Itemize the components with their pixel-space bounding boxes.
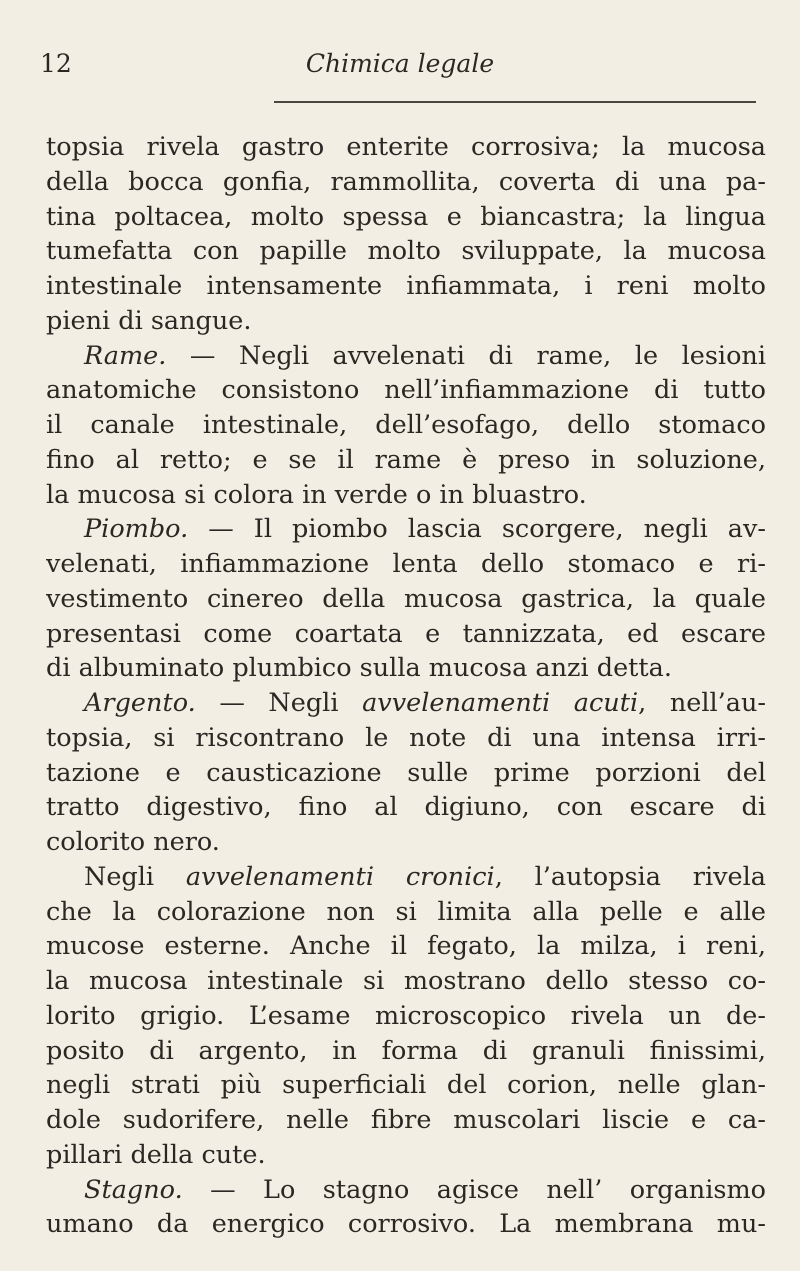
- text-line: [46, 721, 766, 756]
- text-segment: velenati, infiammazione lenta dello stomaco e ri-: [46, 549, 766, 579]
- text-line: [46, 756, 766, 791]
- text-segment: la mucosa si colora in verde o in bluastro.: [46, 479, 587, 510]
- italic-text: Argento.: [84, 688, 196, 718]
- page-number: 12: [40, 49, 72, 78]
- text-segment: il canale intestinale, dell’esofago, dello stomaco: [46, 410, 766, 440]
- text-line: [46, 408, 766, 443]
- text-segment: — Il piombo lascia scorgere, negli av-: [188, 514, 766, 545]
- text-segment: tumefatta con papille molto sviluppate, la mucosa: [46, 236, 766, 267]
- text-line: [46, 1103, 766, 1138]
- text-line: [46, 339, 766, 374]
- text-segment: dole sudorifere, nelle fibre muscolari liscie e ca-: [46, 1105, 766, 1135]
- text-line: [46, 443, 766, 478]
- text-line: [46, 200, 766, 235]
- text-segment: anatomiche consistono nell’infiammazione di tutto: [46, 375, 766, 406]
- text-segment: negli strati più superficiali del corion, nelle glan-: [46, 1070, 766, 1101]
- text-segment: topsia, si riscontrano le note di una intensa irri-: [46, 722, 766, 753]
- body-text: [46, 130, 766, 1242]
- text-line: [46, 304, 766, 339]
- text-line: [46, 582, 766, 617]
- text-segment: pieni di sangue.: [46, 305, 252, 336]
- text-segment: presentasi come coartata e tannizzata, ed escare: [46, 618, 766, 649]
- text-line: [46, 860, 766, 895]
- text-line: [46, 790, 766, 825]
- text-segment: della bocca gonfia, rammollita, coverta di una pa-: [46, 166, 766, 197]
- text-segment: che la colorazione non si limita alla pelle e alle: [46, 896, 766, 927]
- text-segment: pillari della cute.: [46, 1139, 266, 1170]
- text-segment: fino al retto; e se il rame è preso in soluzione,: [46, 444, 766, 475]
- text-line: [46, 1034, 766, 1069]
- text-segment: posito di argento, in forma di granuli finissimi,: [46, 1035, 766, 1066]
- text-line: [46, 547, 766, 582]
- text-line: [46, 478, 766, 513]
- text-segment: lorito grigio. L’esame microscopico rivela un de-: [46, 1000, 766, 1031]
- text-line: [46, 1207, 766, 1242]
- text-line: [46, 1173, 766, 1208]
- text-line: [46, 269, 766, 304]
- italic-text: Stagno.: [84, 1174, 183, 1205]
- text-segment: tina poltacea, molto spessa e biancastra; la lingua: [46, 201, 766, 232]
- text-segment: colorito nero.: [46, 827, 220, 857]
- text-line: [46, 929, 766, 964]
- text-line: [46, 686, 766, 721]
- text-segment: topsia rivela gastro enterite corrosiva; la mucosa: [46, 132, 766, 162]
- header-rule: [274, 101, 756, 103]
- text-line: [46, 373, 766, 408]
- text-line: [46, 1138, 766, 1173]
- text-segment: , nell’au-: [638, 688, 766, 718]
- text-line: [46, 165, 766, 200]
- text-segment: la mucosa intestinale si mostrano dello stesso co-: [46, 966, 766, 996]
- italic-text: avvelenamenti acuti: [362, 688, 639, 718]
- text-segment: — Lo stagno agisce nell’ organismo: [182, 1174, 766, 1205]
- text-line: [46, 617, 766, 652]
- text-segment: umano da energico corrosivo. La membrana mu-: [46, 1209, 766, 1240]
- text-line: [46, 895, 766, 930]
- text-line: [46, 512, 766, 547]
- text-segment: Negli: [84, 861, 186, 892]
- running-title: Chimica legale: [305, 49, 495, 78]
- text-line: [46, 964, 766, 999]
- italic-text: avvelenamenti cronici: [185, 861, 495, 892]
- text-line: [46, 825, 766, 860]
- text-segment: intestinale intensamente infiammata, i reni molto: [46, 271, 766, 301]
- text-segment: vestimento cinereo della mucosa gastrica, la quale: [46, 583, 766, 614]
- text-segment: — Negli avvelenati di rame, le lesioni: [166, 340, 766, 371]
- page-header: [0, 48, 800, 88]
- text-line: [46, 1068, 766, 1103]
- text-segment: tratto digestivo, fino al digiuno, con escare di: [46, 792, 766, 823]
- italic-text: Rame.: [84, 340, 167, 371]
- text-segment: di albuminato plumbico sulla mucosa anzi detta.: [46, 653, 672, 684]
- text-segment: mucose esterne. Anche il fegato, la milza, i reni,: [46, 931, 766, 962]
- text-segment: , l’autopsia rivela: [494, 861, 766, 892]
- text-line: [46, 651, 766, 686]
- text-line: [46, 999, 766, 1034]
- text-line: [46, 234, 766, 269]
- text-segment: — Negli: [195, 688, 363, 718]
- text-segment: tazione e causticazione sulle prime porzioni del: [46, 757, 766, 788]
- italic-text: Piombo.: [84, 514, 189, 545]
- text-line: [46, 130, 766, 165]
